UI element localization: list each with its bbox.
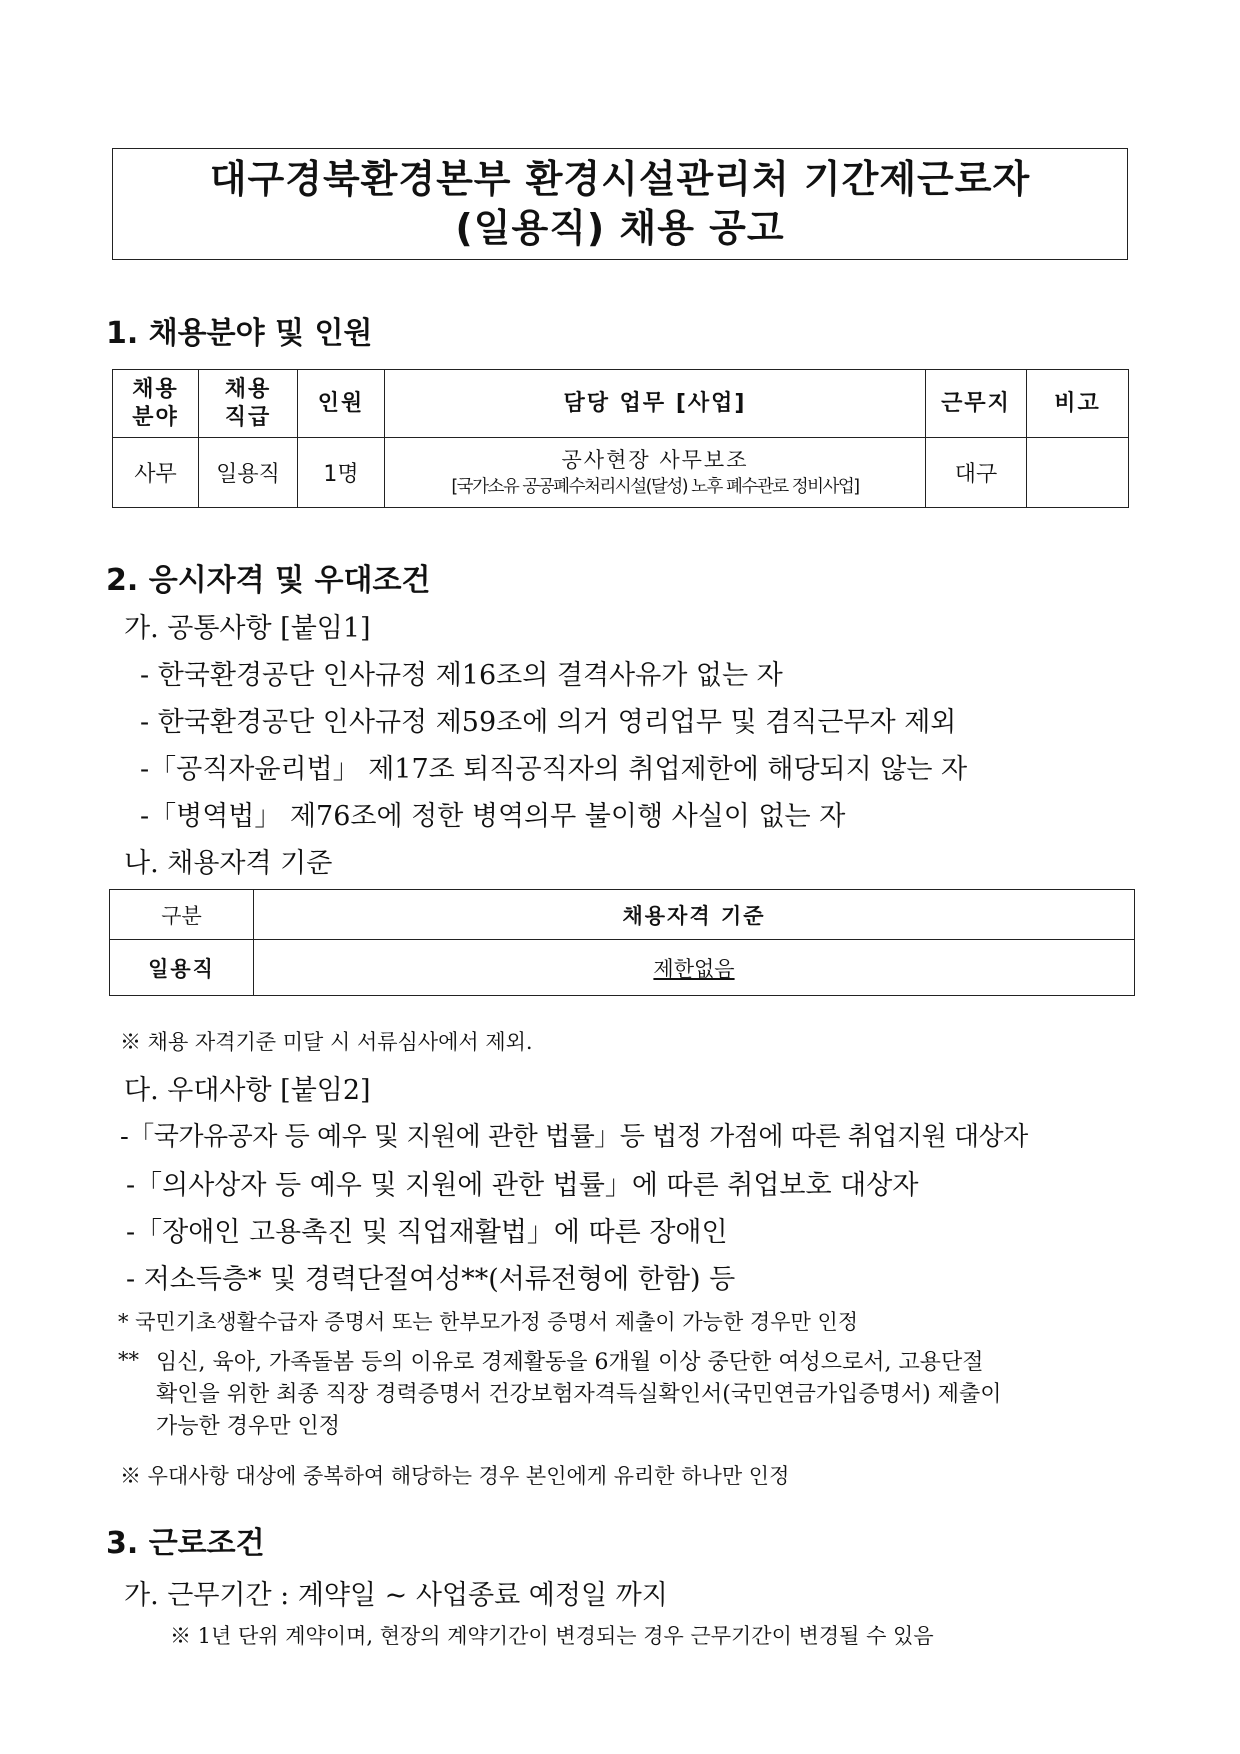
footnote-single-star: * 국민기초생활수급자 증명서 또는 한부모가정 증명서 제출이 가능한 경우만 인정 bbox=[118, 1310, 859, 1334]
cell-duty-line2: [국가소유 공공폐수처리시설(달성) 노후 폐수관로 정비사업] bbox=[451, 476, 859, 497]
qualification-table-row bbox=[110, 940, 1135, 996]
preferential-item: -「의사상자 등 예우 및 지원에 관한 법률」에 따른 취업보호 대상자 bbox=[126, 1170, 919, 1201]
section2-heading: 2. 응시자격 및 우대조건 bbox=[106, 563, 431, 598]
common-requirement-item: - 한국환경공단 인사규정 제59조에 의거 영리업무 및 겸직근무자 제외 bbox=[140, 707, 957, 738]
qualification-header-category: 구분 bbox=[110, 890, 254, 940]
recruitment-table bbox=[112, 369, 1129, 508]
cell-location: 대구 bbox=[926, 438, 1027, 508]
recruitment-table-header-row bbox=[113, 370, 1129, 438]
footnote-double-star-mark: ** bbox=[118, 1348, 139, 1372]
qualification-criteria-value: 제한없음 bbox=[653, 956, 735, 981]
qualification-table bbox=[109, 889, 1135, 996]
footnote-double-star-line: 가능한 경우만 인정 bbox=[156, 1414, 341, 1439]
cell-grade: 일용직 bbox=[199, 438, 298, 508]
common-requirements-title: 가. 공통사항 [붙임1] bbox=[124, 613, 371, 644]
section3-heading: 3. 근로조건 bbox=[106, 1526, 265, 1561]
header-field-line1: 채용 bbox=[132, 376, 179, 402]
cell-note bbox=[1027, 438, 1129, 508]
preferential-note: ※ 우대사항 대상에 중복하여 해당하는 경우 본인에게 유리한 하나만 인정 bbox=[120, 1464, 790, 1488]
header-count: 인원 bbox=[298, 370, 385, 438]
qualification-cell-category: 일용직 bbox=[110, 940, 254, 996]
notice-title-line2: (일용직) 채용 공고 bbox=[455, 206, 785, 250]
header-grade-line2: 직급 bbox=[224, 404, 272, 430]
header-location: 근무지 bbox=[926, 370, 1027, 438]
footnote-double-star-line: 임신, 육아, 가족돌봄 등의 이유로 경제활동을 6개월 이상 중단한 여성으로서, 고용단절 bbox=[156, 1350, 984, 1375]
preferential-item: -「장애인 고용촉진 및 직업재활법」에 따른 장애인 bbox=[126, 1217, 728, 1248]
preferential-title: 다. 우대사항 [붙임2] bbox=[124, 1075, 371, 1106]
work-period: 가. 근무기간 : 계약일 ~ 사업종료 예정일 까지 bbox=[124, 1580, 668, 1611]
common-requirement-item: - 한국환경공단 인사규정 제16조의 결격사유가 없는 자 bbox=[140, 660, 783, 691]
qualification-table-header-row bbox=[110, 890, 1135, 940]
qualification-cell-criteria bbox=[254, 940, 1135, 996]
section1-heading: 1. 채용분야 및 인원 bbox=[106, 316, 373, 351]
recruitment-table-row bbox=[113, 438, 1129, 508]
work-period-note: ※ 1년 단위 계약이며, 현장의 계약기간이 변경되는 경우 근무기간이 변경될 수 있음 bbox=[170, 1624, 934, 1648]
header-field bbox=[113, 370, 199, 438]
cell-field: 사무 bbox=[113, 438, 199, 508]
footnote-double-star-text bbox=[156, 1347, 1001, 1443]
cell-duty bbox=[385, 438, 926, 508]
header-grade-line1: 채용 bbox=[224, 376, 272, 402]
qualification-criteria-title: 나. 채용자격 기준 bbox=[124, 848, 333, 879]
header-duty: 담당 업무 [사업] bbox=[385, 370, 926, 438]
qualification-note: ※ 채용 자격기준 미달 시 서류심사에서 제외. bbox=[120, 1030, 533, 1054]
qualification-header-criteria: 채용자격 기준 bbox=[254, 890, 1135, 940]
footnote-double-star-line: 확인을 위한 최종 직장 경력증명서 건강보험자격득실확인서(국민연금가입증명서) 제출이 bbox=[156, 1382, 1002, 1407]
common-requirement-item: -「병역법」 제76조에 정한 병역의무 불이행 사실이 없는 자 bbox=[140, 801, 846, 832]
preferential-item: - 저소득층* 및 경력단절여성**(서류전형에 한함) 등 bbox=[126, 1264, 736, 1295]
cell-duty-line1: 공사현장 사무보조 bbox=[561, 447, 749, 472]
header-field-line2: 분야 bbox=[132, 404, 179, 430]
preferential-item: -「국가유공자 등 예우 및 지원에 관한 법률」등 법정 가점에 따른 취업지원 대상자 bbox=[120, 1122, 1028, 1152]
common-requirement-item: -「공직자윤리법」 제17조 퇴직공직자의 취업제한에 해당되지 않는 자 bbox=[140, 754, 968, 785]
notice-title-box bbox=[112, 148, 1128, 260]
notice-title-line1: 대구경북환경본부 환경시설관리처 기간제근로자 bbox=[209, 157, 1031, 201]
header-note: 비고 bbox=[1027, 370, 1129, 438]
cell-count: 1명 bbox=[298, 438, 385, 508]
header-grade bbox=[199, 370, 298, 438]
